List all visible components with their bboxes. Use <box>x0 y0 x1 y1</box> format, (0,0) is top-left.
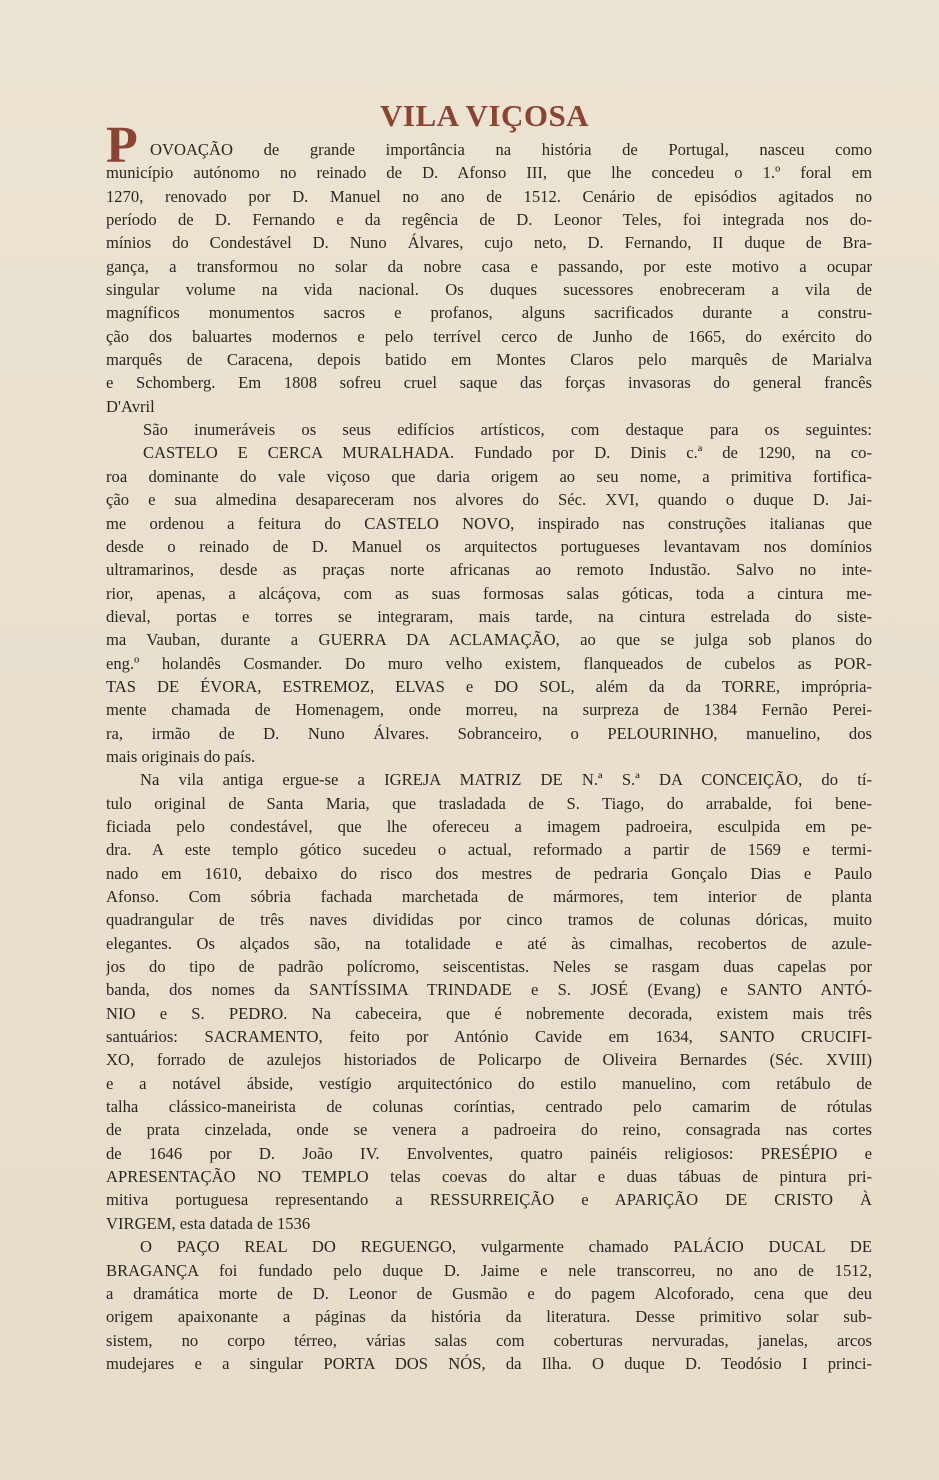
text-line: ficiada pelo condestável, que lhe ofereceu a imagem padroeira, esculpida em pe- <box>106 816 872 836</box>
text-line: me ordenou a feitura do CASTELO NOVO, inspirado nas construções italianas que <box>106 513 872 533</box>
text-line: magníficos monumentos sacros e profanos, alguns sacrificados durante a constru- <box>106 303 872 323</box>
text-line: talha clássico-maneirista de colunas coríntias, centrado pelo camarim de rótulas <box>106 1097 872 1117</box>
text-line: ra, irmão de D. Nuno Álvares. Sobranceiro, o PELOURINHO, manuelino, dos <box>106 723 872 743</box>
text-line: OVOAÇÃO de grande importância na história de Portugal, nasceu como <box>150 140 872 159</box>
text-line: 1270, renovado por D. Manuel no ano de 1512. Cenário de episódios agitados no <box>106 186 872 206</box>
text-line: ma Vauban, durante a GUERRA DA ACLAMAÇÃO, ao que se julga sob planos do <box>106 630 872 650</box>
text-line: elegantes. Os alçados são, na totalidade e até às cimalhas, recobertos de azule- <box>106 933 872 953</box>
text-line: de prata cinzelada, onde se venera a padroeira do reino, consagrada nas cortes <box>106 1120 872 1140</box>
text-line: sistem, no corpo térreo, várias salas com coberturas nervuradas, janelas, arcos <box>106 1330 872 1350</box>
text-line: VIRGEM, esta datada de 1536 <box>106 1213 311 1233</box>
text-line: mínios do Condestável D. Nuno Álvares, cujo neto, D. Fernando, II duque de Bra- <box>106 233 872 253</box>
text-line: ultramarinos, desde as praças norte africanas ao remoto Industão. Salvo no inte- <box>106 560 872 580</box>
page-title: VILA VIÇOSA <box>380 98 590 133</box>
text-line: ção e sua almedina desapareceram nos alvores do Séc. XVI, quando o duque D. Jai- <box>106 490 872 510</box>
text-line: TAS DE ÉVORA, ESTREMOZ, ELVAS e DO SOL, além da da TORRE, imprópria- <box>106 676 872 696</box>
text-line: O PAÇO REAL DO REGUENGO, vulgarmente chamado PALÁCIO DUCAL DE <box>140 1237 872 1257</box>
text-line: período de D. Fernando e da regência de D. Leonor Teles, foi integrada nos do- <box>106 210 872 230</box>
text-line: Na vila antiga ergue-se a IGREJA MATRIZ DE N.ª S.ª DA CONCEIÇÃO, do tí- <box>140 770 872 790</box>
text-line: banda, dos nomes da SANTÍSSIMA TRINDADE e S. JOSÉ (Evang) e SANTO ANTÓ- <box>106 980 872 1000</box>
body-text <box>106 138 872 1375</box>
text-line: APRESENTAÇÃO NO TEMPLO telas coevas do altar e duas tábuas de pintura pri- <box>106 1167 872 1187</box>
text-line: de 1646 por D. João IV. Envolventes, quatro painéis religiosos: PRESÉPIO e <box>106 1143 872 1163</box>
text-line: gança, a transformou no solar da nobre casa e passando, por este motivo a ocupar <box>106 256 872 276</box>
text-line: D'Avril <box>106 396 155 416</box>
text-line: São inumeráveis os seus edifícios artísticos, com destaque para os seguintes: <box>143 420 872 440</box>
text-line: mudejares e a singular PORTA DOS NÓS, da Ilha. O duque D. Teodósio I princi- <box>106 1353 872 1373</box>
text-line: roa dominante do vale viçoso que daria origem ao seu nome, a primitiva fortifica- <box>106 466 872 486</box>
text-line: eng.º holandês Cosmander. Do muro velho existem, flanqueados de cubelos as POR- <box>106 653 872 673</box>
text-line: Afonso. Com sóbria fachada marchetada de mármores, tem interior de planta <box>106 887 872 906</box>
text-line: NIO e S. PEDRO. Na cabeceira, que é nobremente decorada, existem mais três <box>106 1003 872 1023</box>
text-line: a dramática morte de D. Leonor de Gusmão e do pagem Alcoforado, cena que deu <box>106 1283 872 1303</box>
text-line: BRAGANÇA foi fundado pelo duque D. Jaime e nele transcorreu, no ano de 1512, <box>106 1260 872 1280</box>
text-line: CASTELO E CERCA MURALHADA. Fundado por D. Dinis c.ª de 1290, na co- <box>143 443 872 463</box>
text-line: rior, apenas, a alcáçova, com as suas formosas salas góticas, toda a cintura me- <box>106 583 872 603</box>
text-line: singular volume na vida nacional. Os duques sucessores enobreceram a vila de <box>106 280 872 300</box>
drop-cap: P <box>106 117 138 174</box>
text-line: mitiva portuguesa representando a RESSURREIÇÃO e APARIÇÃO DE CRISTO À <box>106 1190 872 1210</box>
text-line: quadrangular de três naves divididas por cinco tramos de colunas dóricas, muito <box>106 910 872 930</box>
text-line: XO, forrado de azulejos historiados de Policarpo de Oliveira Bernardes (Séc. XVIII) <box>106 1050 872 1070</box>
text-line: desde o reinado de D. Manuel os arquitectos portugueses levantavam nos domínios <box>106 536 872 556</box>
text-line: e a notável ábside, vestígio arquitectónico do estilo manuelino, com retábulo de <box>106 1073 872 1093</box>
text-line: mente chamada de Homenagem, onde morreu, na surpreza de 1384 Fernão Perei- <box>106 700 872 720</box>
text-line: tulo original de Santa Maria, que trasladada de S. Tiago, do arrabalde, foi bene- <box>106 793 872 813</box>
text-line: e Schomberg. Em 1808 sofreu cruel saque das forças invasoras do general francês <box>106 373 872 393</box>
text-line: jos do tipo de padrão polícromo, seiscentistas. Neles se rasgam duas capelas por <box>106 957 872 977</box>
text-line: santuários: SACRAMENTO, feito por António Cavide em 1634, SANTO CRUCIFI- <box>106 1027 872 1047</box>
text-line: origem apaixonante a páginas da história da literatura. Desse primitivo solar sub- <box>106 1307 872 1327</box>
text-line: ção dos baluartes modernos e pelo terrível cerco de Junho de 1665, do exército do <box>106 326 872 346</box>
text-line: dra. A este templo gótico sucedeu o actual, reformado a partir de 1569 e termi- <box>106 840 872 860</box>
text-line: município autónomo no reinado de D. Afonso III, que lhe concedeu o 1.º foral em <box>106 163 872 183</box>
text-line: mais originais do país. <box>106 746 256 766</box>
text-line: marquês de Caracena, depois batido em Montes Claros pelo marquês de Marialva <box>106 350 872 370</box>
text-line: dieval, portas e torres se integraram, mais tarde, na cintura estrelada do siste- <box>106 606 872 626</box>
text-line: nado em 1610, debaixo do risco dos mestres de pedraria Gonçalo Dias e Paulo <box>106 863 872 883</box>
